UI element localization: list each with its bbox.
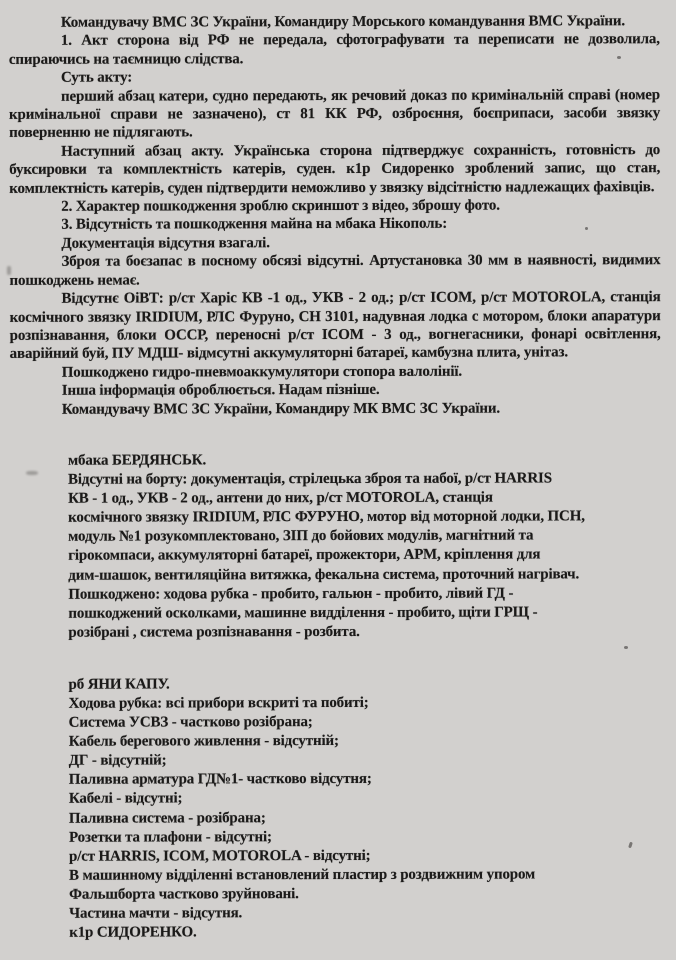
paragraph: Пошкоджено гидро-пневмоаккумулятори стопора валолінії.	[61, 363, 462, 381]
text-line: к1р СИДОРЕНКО.	[69, 924, 197, 941]
text-line: гірокомпаси, аккумуляторні батареї, прожектори, АРМ, кріплення для	[68, 546, 541, 565]
text-line: мбака БЕРДЯНСЬК.	[67, 452, 207, 469]
text-line: Частина мачти - відсутня.	[69, 905, 243, 922]
scan-speck	[7, 266, 11, 275]
scan-speck	[624, 646, 628, 649]
text-line: Кабелі - відсутні;	[68, 790, 183, 808]
paragraph: 2. Характер пошкодження зроблю скриншот з відео, зброшу фото.	[61, 197, 500, 215]
text-line: ДГ - відсутній;	[68, 752, 167, 769]
text-line: дим-шашок, вентиляційна витяжка, фекальна система, проточний нагрівач.	[68, 565, 580, 584]
paragraph: перший абзац катери, судно передають, як речовий доказ по кримінальній справі (номер кримінальної справи не зазначено), ст 81 КК РФ, озброєння, боєприпаси, засоби звязку поверненню не підлягають.	[9, 86, 661, 142]
paragraph: Командувачу ВМС ЗС України, Командиру МК ВМС ЗС України.	[61, 400, 501, 418]
paragraph: 3. Відсутність та пошкодження майна на мбака Нікополь:	[61, 216, 448, 234]
text-line: Фальшборта частково зруйновані.	[69, 886, 299, 903]
text-line: КВ - 1 од., УКВ - 2 од., антени до них, р/ст MOTOROLA, станція	[68, 489, 493, 507]
text-line: пошкоджений осколками, машинне видділення - пробито, щіти ГРЩ -	[68, 604, 538, 622]
scan-speck	[585, 227, 588, 230]
blank-gap	[10, 641, 661, 676]
paragraph: Відсутнє ОіВТ: р/ст Харіс КВ -1 од., УКВ - 2 од.; р/ст ICOM, р/ст MOTOROLA, станція космічного звязку IRIDIUM, РЛС Фуруно, СН 3101, надувная лодка с мотором, блоки апаратури розпізнавання, блоки ОССР, переносні р/ст ICOM - 3 од., вогнегасники, фонарі освітлення, аварійний буй, ПУ МДШ- відмсутні аккумуляторні батареї, камбузна плита, унітаз.	[9, 289, 661, 363]
paragraph: 1. Акт сторона від РФ не передала, сфотографувати та переписати не дозволила, спираючись на таємницю слідства.	[8, 31, 660, 68]
paragraph: Командувачу ВМС ЗС України, Командиру Морського командування ВМС України.	[60, 13, 625, 31]
text-line: Кабель берегового живлення - відсутній;	[68, 733, 339, 750]
text-line: р/ст HARRIS, ICOM, MOTOROLA - відсутні;	[68, 847, 371, 865]
text-line: Пошкоджено: ходова рубка - пробито, гальюн - пробито, лівий ГД -	[68, 585, 514, 603]
blank-gap	[10, 417, 661, 452]
paragraph: Документація відсутня взагалі.	[61, 235, 270, 252]
text-line: модуль №1 розукомплектовано, ЗІП до бойових модулів, магнітний та	[68, 527, 534, 546]
scan-smudge	[26, 471, 38, 475]
text-line: Розетки та плафони - відсутні;	[68, 828, 272, 846]
text-line: Ходова рубка: всі прибори вскриті та побиті;	[68, 694, 369, 712]
document-body	[9, 12, 662, 943]
paragraph: Зброя та боєзапас в посному обсязі відсутні. Артустановка 30 мм в наявності, видимих пошкоджень немає.	[9, 252, 661, 289]
text-line: Система УСВЗ - частково розібрана;	[68, 714, 313, 731]
text-line: Паливна арматура ГД№1- частково відсутня;	[68, 771, 372, 789]
scan-speck	[617, 56, 621, 59]
paragraph: Суть акту:	[60, 69, 133, 86]
text-line: рб ЯНИ КАПУ.	[68, 676, 170, 693]
text-line: космічного звязку IRIDIUM, РЛС ФУРУНО, мотор від моторной лодки, ПСН,	[68, 508, 585, 526]
text-line: розібрані , система розпізнавання - розбита.	[68, 623, 360, 641]
text-line: Відсутні на борту: документація, стрілецька зброя та набої, р/ст HARRIS	[67, 470, 552, 488]
text-line: В машинному відділенні встановлений пластир з роздвижним упором	[69, 866, 536, 884]
text-line: Паливна система - розібрана;	[68, 809, 266, 827]
paragraph: Наступний абзац акту. Українська сторона підтверджує сохранність, готовність до буксировки та комплектність катерів, суден. к1р Сидоренко зроблений запис, що стан, комплектність катерів, суден підтвердити неможливо у звязку відсітністю надлежащих фахівців.	[9, 141, 661, 197]
paragraph: Інша інформація оброблюється. Надам пізніше.	[61, 382, 380, 399]
